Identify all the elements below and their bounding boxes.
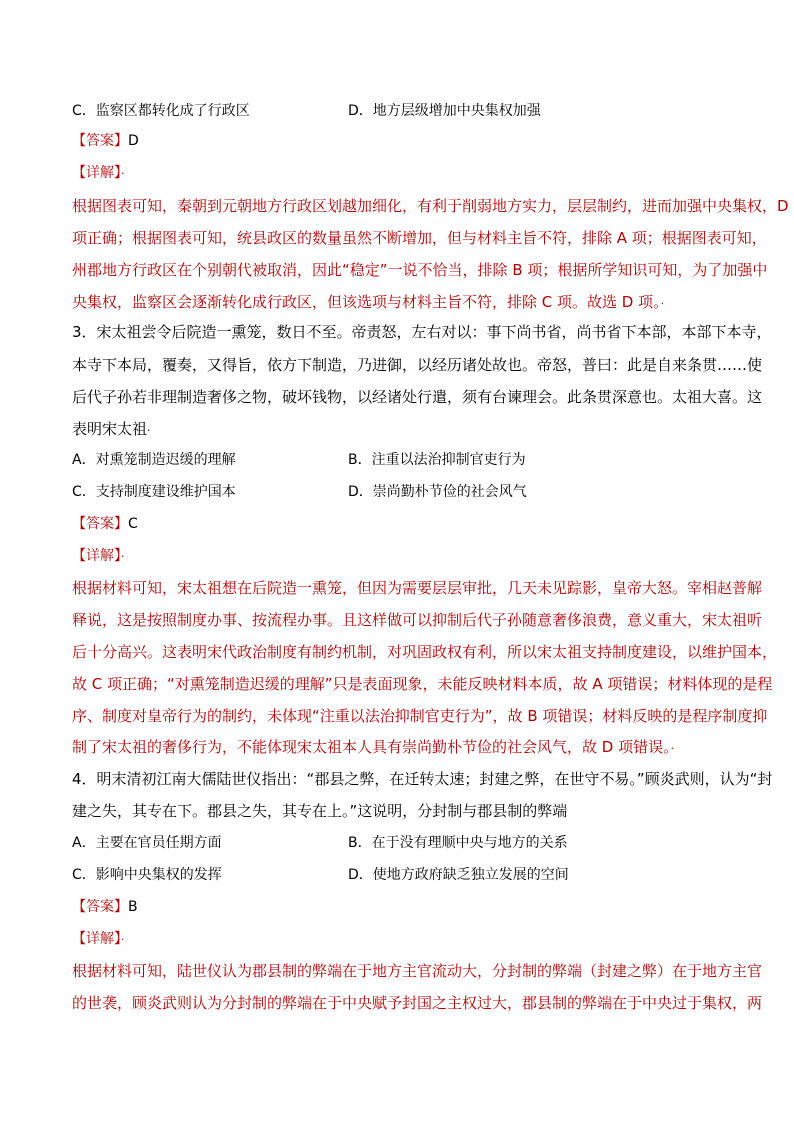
q4-option-b: B．在于没有理顺中央与地方的关系 — [348, 835, 568, 851]
q4-answer — [72, 897, 138, 917]
q3-option-c: C．支持制度建设维护国本 — [72, 484, 236, 500]
answer-label: 【答案】 — [72, 516, 128, 532]
paragraph-mark: · — [121, 933, 125, 946]
q4-stem-line: 建之失，其专在下。郡县之失，其专在上。”这说明，分封制与郡县制的弊端 — [72, 802, 568, 820]
q2-detail-label — [72, 163, 125, 184]
paragraph-mark: · — [660, 297, 665, 310]
q3-stem-line: 3．宋太祖尝令后院造一熏笼，数日不至。帝责怒，左右对以：事下尚书省，尚书省下本部，本部下本寺， — [72, 323, 772, 341]
q3-stem-line — [72, 419, 151, 441]
q3-explanation-line — [72, 737, 674, 759]
answer-value: D — [128, 133, 139, 149]
q3-option-b: B．注重以法治抑制官吏行为 — [348, 452, 526, 468]
q2-explanation-line — [72, 292, 664, 314]
q3-stem-line: 后代子孙若非理制造奢侈之物，破坏钱物，以经诸处行遣，须有台谏理会。此条贯深意也。太祖大喜。这 — [72, 388, 763, 406]
q3-answer — [72, 514, 138, 534]
q2-explanation-line: 根据图表可知，秦朝到元朝地方行政区划越加细化，有利于削弱地方实力，层层制约，进而加强中央集权，D — [72, 197, 789, 215]
q3-explanation-line: 故 C 项正确；“对熏笼制造迟缓的理解”只是表面现象，未能反映材料本质，故 A 项错误；材料体现的是程 — [72, 675, 773, 693]
q3-explanation-line: 释说，这是按照制度办事、按流程办事。且这样做可以抑制后代子孙随意奢侈浪费，意义重大，宋太祖听 — [72, 611, 763, 629]
detail-label: 【详解】 — [72, 165, 121, 181]
answer-label: 【答案】 — [72, 899, 128, 915]
q3-explanation-line: 序、制度对皇帝行为的制约，未体现“注重以法治抑制官吏行为”，故 B 项错误；材料反映的是程序制度抑 — [72, 707, 768, 725]
q2-explanation-line: 州郡地方行政区在个别朝代被取消，因此“稳定”一说不恰当，排除 B 项；根据所学知识可知，为了加强中 — [72, 261, 768, 279]
q2-answer — [72, 131, 139, 151]
q2-option-c: C．监察区都转化成了行政区 — [72, 103, 250, 119]
q2-explanation-text: 央集权，监察区会逐渐转化成行政区，但该选项与材料主旨不符，排除 C 项。故选 D 项。 — [72, 293, 661, 311]
q4-stem-line: 4．明末清初江南大儒陆世仪指出：“郡县之弊，在迁转太速；封建之弊，在世守不易。”顾炎武则，认为“封 — [72, 770, 773, 788]
q4-explanation-line: 的世袭，顾炎武则认为分封制的弊端在于中央赋予封国之主权过大，郡县制的弊端在于中央过于集权，两 — [72, 994, 763, 1012]
paragraph-mark: · — [670, 742, 675, 755]
answer-value: C — [128, 516, 138, 532]
detail-label: 【详解】 — [72, 931, 121, 947]
q4-explanation-line: 根据材料可知，陆世仪认为郡县制的弊端在于地方主官流动大，分封制的弊端（封建之弊）在于地方主官 — [72, 962, 763, 980]
q3-option-a: A．对熏笼制造迟缓的理解 — [72, 452, 236, 468]
q4-option-a: A．主要在官员任期方面 — [72, 835, 222, 851]
answer-label: 【答案】 — [72, 133, 128, 149]
q3-option-d: D．崇尚勤朴节俭的社会风气 — [348, 484, 527, 500]
paragraph-mark: · — [121, 167, 125, 180]
paragraph-mark: · — [147, 424, 151, 437]
q2-option-d: D．地方层级增加中央集权加强 — [348, 103, 541, 119]
q3-detail-label — [72, 546, 125, 567]
q3-stem-text: 表明宋太祖 — [72, 420, 148, 438]
q4-option-c: C．影响中央集权的发挥 — [72, 867, 222, 883]
q4-option-d: D．使地方政府缺乏独立发展的空间 — [348, 867, 569, 883]
q3-stem-line: 本寺下本局，覆奏，又得旨，依方下制造，乃进御，以经历诸处故也。帝怒，普曰：此是自来条贯……使 — [72, 356, 763, 374]
q2-explanation-line: 项正确；根据图表可知，统县政区的数量虽然不断增加，但与材料主旨不符，排除 A 项；根据图表可知， — [72, 229, 767, 247]
q3-explanation-text: 制了宋太祖的奢侈行为，不能体现宋太祖本人具有崇尚勤朴节俭的社会风气，故 D 项错误。 — [72, 738, 671, 756]
paragraph-mark: · — [121, 550, 125, 563]
q3-explanation-line: 后十分高兴。这表明宋代政治制度有制约机制，对巩固政权有利，所以宋太祖支持制度建设，以维护国本， — [72, 643, 778, 661]
q4-detail-label — [72, 929, 125, 950]
q3-explanation-line: 根据材料可知，宋太祖想在后院造一熏笼，但因为需要层层审批，几天未见踪影，皇帝大怒。宰相赵普解 — [72, 579, 763, 597]
detail-label: 【详解】 — [72, 548, 121, 564]
answer-value: B — [128, 899, 138, 915]
